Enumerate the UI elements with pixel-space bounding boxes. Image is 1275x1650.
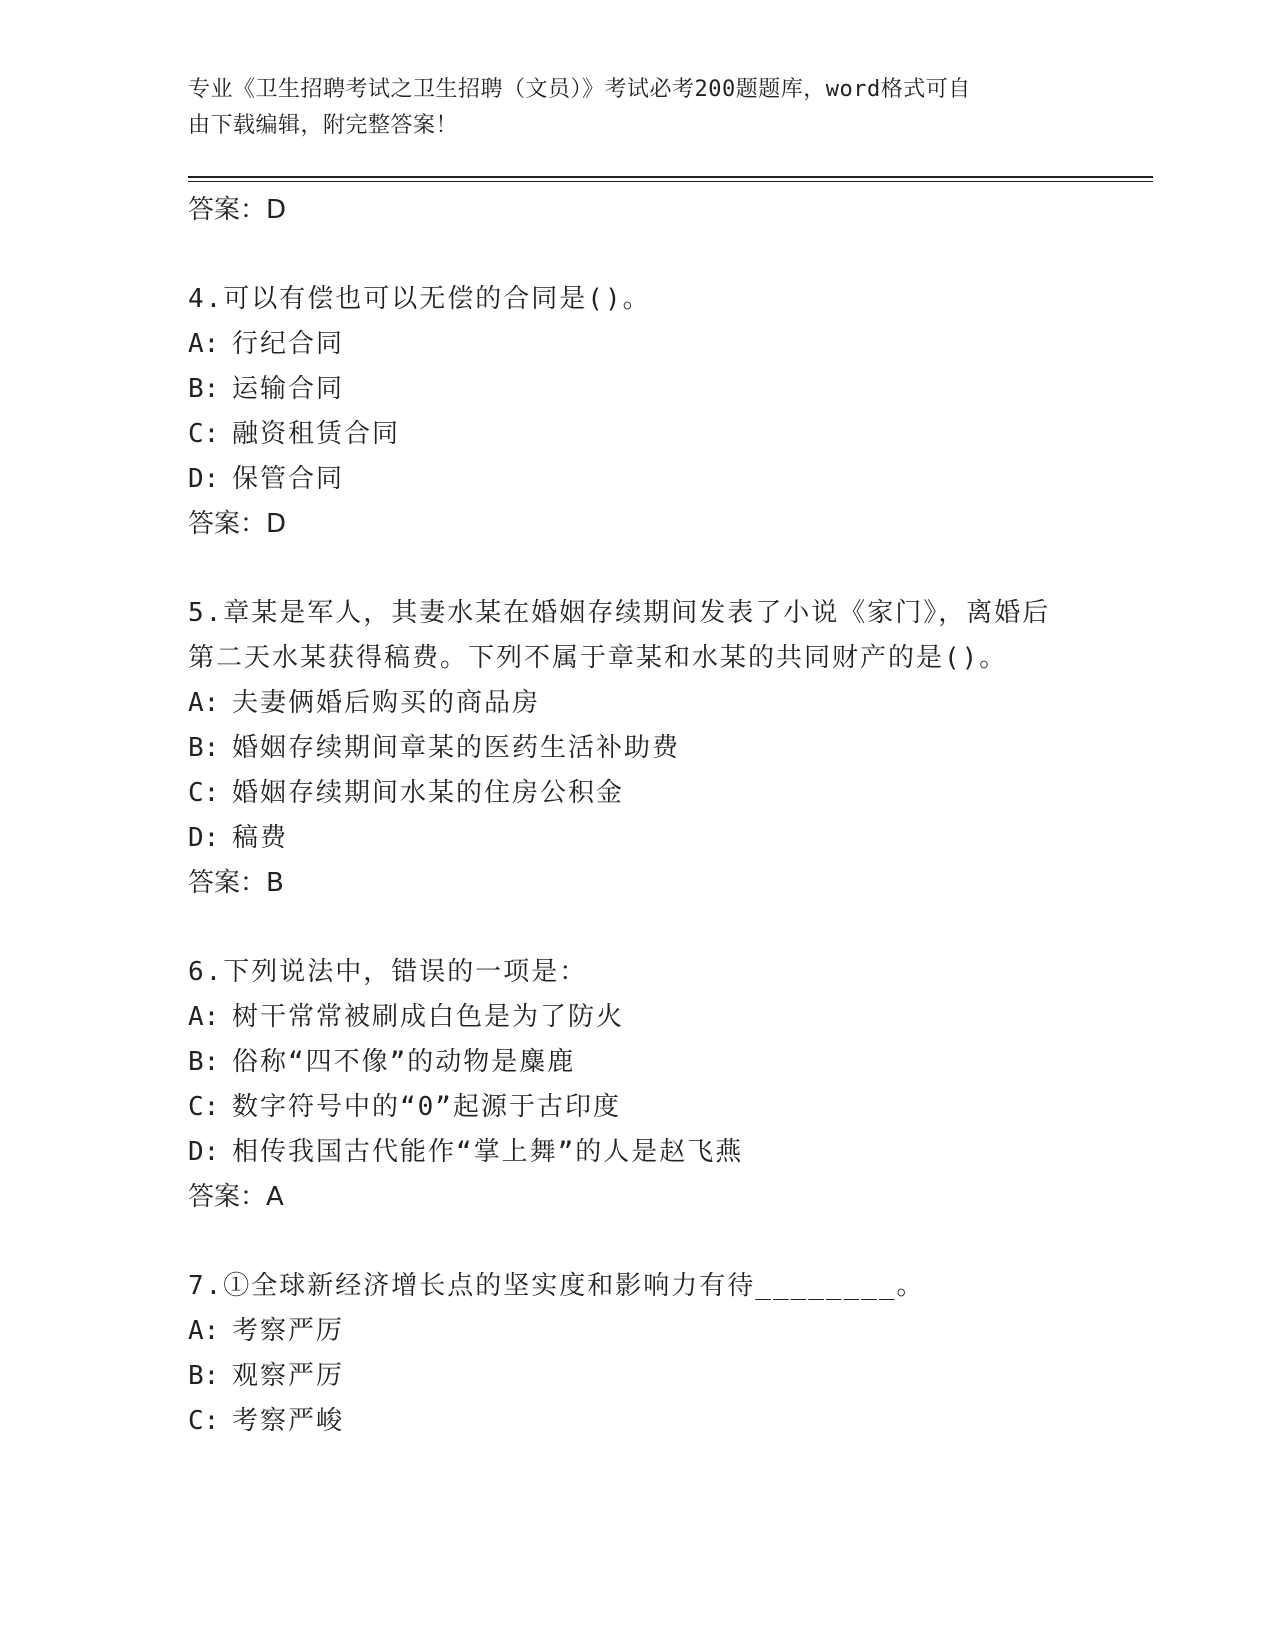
question-block xyxy=(188,1264,1068,1444)
option-d xyxy=(188,457,1068,502)
answer-line: 答案：B xyxy=(188,868,284,898)
header-line-2: 由下载编辑，附完整答案！ xyxy=(188,113,459,138)
option-c xyxy=(188,1085,1068,1130)
option-letter: A: xyxy=(188,1316,220,1346)
question-text: 6.下列说法中，错误的一项是： xyxy=(188,957,588,987)
option-letter: B: xyxy=(188,1361,220,1391)
question-text: 5.章某是军人，其妻水某在婚姻存续期间发表了小说《家门》，离婚后第二天水某获得稿费。下列不属于章某和水某的共同财产的是()。 xyxy=(188,598,1051,673)
answer-line: 答案：A xyxy=(188,1182,284,1212)
option-letter: B: xyxy=(188,1047,220,1077)
question-text: 7.①全球新经济增长点的坚实度和影响力有待________。 xyxy=(188,1271,925,1301)
spacer xyxy=(188,546,1068,591)
option-c xyxy=(188,412,1068,457)
option-letter: D: xyxy=(188,1137,220,1167)
option-c xyxy=(188,1399,1068,1444)
option-b xyxy=(188,367,1068,412)
option-text: 运输合同 xyxy=(232,374,345,404)
spacer xyxy=(188,232,1068,277)
option-text: 考察严峻 xyxy=(232,1406,345,1436)
option-text: 婚姻存续期间章某的医药生活补助费 xyxy=(232,733,681,763)
option-text: 融资租赁合同 xyxy=(232,419,401,449)
option-d xyxy=(188,816,1068,861)
option-d xyxy=(188,1130,1068,1175)
option-text: 数字符号中的“0”起源于古印度 xyxy=(232,1092,621,1122)
option-letter: C: xyxy=(188,1406,220,1436)
option-letter: C: xyxy=(188,778,220,808)
answer-line: 答案：D xyxy=(188,195,287,225)
option-a xyxy=(188,681,1068,726)
option-b xyxy=(188,726,1068,771)
question-block xyxy=(188,277,1068,546)
option-c xyxy=(188,771,1068,816)
option-text: 考察严厉 xyxy=(232,1316,345,1346)
header-line-1: 专业《卫生招聘考试之卫生招聘（文员）》考试必考200题题库，word格式可自 xyxy=(188,77,971,102)
option-letter: D: xyxy=(188,823,220,853)
option-text: 树干常常被刷成白色是为了防火 xyxy=(232,1002,625,1032)
option-a xyxy=(188,995,1068,1040)
option-b xyxy=(188,1040,1068,1085)
question-text: 4.可以有偿也可以无偿的合同是()。 xyxy=(188,284,651,314)
question-block xyxy=(188,950,1068,1219)
option-text: 婚姻存续期间水某的住房公积金 xyxy=(232,778,625,808)
option-text: 行纪合同 xyxy=(232,329,345,359)
header-divider-thin xyxy=(188,181,1153,182)
option-letter: A: xyxy=(188,329,220,359)
spacer xyxy=(188,905,1068,950)
option-a xyxy=(188,1309,1068,1354)
option-letter: B: xyxy=(188,374,220,404)
answer-line: 答案：D xyxy=(188,509,287,539)
option-letter: B: xyxy=(188,733,220,763)
option-letter: C: xyxy=(188,419,220,449)
option-letter: C: xyxy=(188,1092,220,1122)
document-header xyxy=(188,72,1068,144)
option-letter: D: xyxy=(188,464,220,494)
option-text: 夫妻俩婚后购买的商品房 xyxy=(232,688,541,718)
option-text: 相传我国古代能作“掌上舞”的人是赵飞燕 xyxy=(232,1137,744,1167)
option-text: 观察严厉 xyxy=(232,1361,345,1391)
header-divider-thick xyxy=(188,176,1153,178)
option-letter: A: xyxy=(188,1002,220,1032)
spacer xyxy=(188,1219,1068,1264)
question-block xyxy=(188,591,1068,905)
option-text: 俗称“四不像”的动物是麋鹿 xyxy=(232,1047,576,1077)
option-a xyxy=(188,322,1068,367)
document-body xyxy=(188,188,1068,1444)
option-text: 保管合同 xyxy=(232,464,345,494)
option-text: 稿费 xyxy=(232,823,289,853)
option-letter: A: xyxy=(188,688,220,718)
option-b xyxy=(188,1354,1068,1399)
